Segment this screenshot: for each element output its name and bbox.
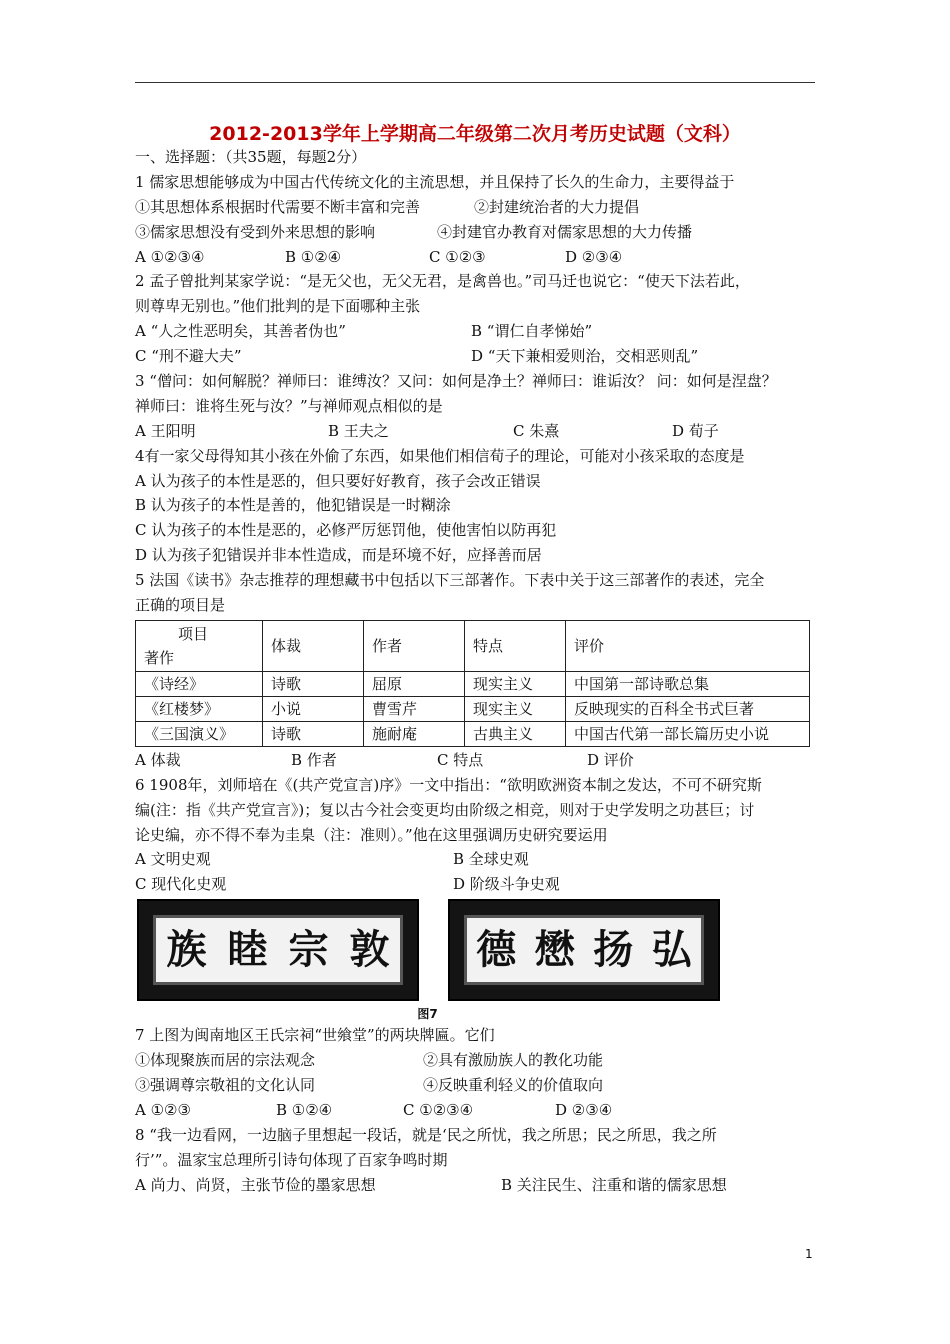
question-6-stem: 6 1908年，刘师培在《(共产党宣言)序》一文中指出：“欲明欧洲资本制之发达，不可不研究斯 [135,775,762,794]
option-b: B ①②④ [285,247,342,266]
option-d: D 认为孩子犯错误并非本性造成，而是环境不好，应择善而居 [135,546,542,565]
question-3-stem-cont: 禅师曰：谁将生死与汝？”与禅师观点相似的是 [135,396,443,415]
header-work: 著作 [144,648,175,667]
statement: ②封建统治者的大力提倡 [474,197,640,216]
question-1-statements-row2 [135,220,815,245]
option-a: A 认为孩子的本性是恶的，但只要好好教育，孩子会改正错误 [135,471,541,490]
option-c: C 朱熹 [513,421,560,440]
question-6-options-row2 [135,872,815,897]
cell-evaluation: 中国古代第一部长篇历史小说 [566,721,810,746]
header-item: 项目 [178,624,209,643]
option-b: B 认为孩子的本性是善的，他犯错误是一时糊涂 [135,496,451,515]
option-c: C 特点 [437,750,484,769]
option-a: A 文明史观 [135,850,211,869]
option-b: B 关注民生、注重和谐的儒家思想 [501,1175,727,1194]
table-row [136,721,810,746]
exam-content [135,145,815,1198]
table-row [136,696,810,721]
option-b: B 王夫之 [328,421,389,440]
plaque-char: 懋 [534,926,575,974]
option-d: D “天下兼相爱则治，交相恶则乱” [471,347,699,366]
plaque-char: 弘 [651,926,692,974]
question-5-stem-cont: 正确的项目是 [135,596,226,615]
question-3-stem: 3 “僧问：如何解脱？禅师曰：谁缚汝？又问：如何是净土？禅师曰：谁诟汝？ 问：如何是涅盘？ [135,372,777,391]
cell-work: 《三国演义》 [136,721,263,746]
option-b: B ①②④ [276,1100,333,1119]
section-heading: 一、选择题：（共35题，每题2分） [135,148,367,166]
statement: ①体现聚族而居的宗法观念 [135,1051,316,1070]
option-b: B 全球史观 [453,850,529,869]
cell-author: 屈原 [364,671,465,696]
cell-feature: 古典主义 [465,721,566,746]
plaque-left [137,899,419,1001]
header-rule [135,82,815,83]
statement: ④封建官办教育对儒家思想的大力传播 [437,222,693,241]
cell-author: 施耐庵 [364,721,465,746]
question-6-stem-cont: 编(注：指《共产党宣言》)；复以古今社会变更均由阶级之相竞，则对于史学发明之功甚巨；讨 [135,800,755,819]
option-c: C “刑不避大夫” [135,347,242,366]
question-6-options-row1 [135,847,815,872]
option-d: D 阶级斗争史观 [453,875,560,894]
option-a: A “人之性恶明矣，其善者伪也” [135,322,346,341]
cell-evaluation: 中国第一部诗歌总集 [566,671,810,696]
cell-feature: 现实主义 [465,696,566,721]
question-1-options [135,245,815,270]
cell-evaluation: 反映现实的百科全书式巨著 [566,696,810,721]
plaque-char: 宗 [288,926,329,974]
plaque-char: 扬 [593,926,634,974]
cell-author: 曹雪芹 [364,696,465,721]
question-7-options [135,1098,815,1123]
plaque-char: 德 [476,926,517,974]
statement: ④反映重利轻义的价值取向 [423,1076,604,1095]
question-8-stem-cont: 行’”。温家宝总理所引诗句体现了百家争鸣时期 [135,1150,448,1169]
question-2-options-row2 [135,344,815,369]
plaque-char: 族 [166,926,207,974]
question-7-statements-row1 [135,1048,815,1073]
option-a: A 尚力、尚贤，主张节俭的墨家思想 [135,1175,376,1194]
question-5-stem: 5 法国《读书》杂志推荐的理想藏书中包括以下三部著作。下表中关于这三部著作的表述，完全 [135,571,765,590]
statement: ①其思想体系根据时代需要不断丰富和完善 [135,197,421,216]
question-8-stem: 8 “我一边看网，一边脑子里想起一段话，就是‘民之所忧，我之所思；民之所思，我之所 [135,1125,717,1144]
figure-plaques [135,897,815,1005]
question-4-stem: 4有一家父母得知其小孩在外偷了东西，如果他们相信荀子的理论，可能对小孩采取的态度是 [135,446,745,465]
question-8-options-row1 [135,1173,815,1198]
option-c: C 认为孩子的本性是恶的，必修严厉惩罚他，使他害怕以防再犯 [135,521,557,540]
header-evaluation: 评价 [566,620,810,671]
question-2-options-row1 [135,319,815,344]
option-c: C ①②③④ [403,1100,474,1119]
statement: ②具有激励族人的教化功能 [423,1051,604,1070]
cell-feature: 现实主义 [465,671,566,696]
question-5-options [135,748,815,773]
question-7-stem: 7 上图为闽南地区王氏宗祠“世飨堂”的两块牌匾。它们 [135,1026,495,1045]
option-c: C 现代化史观 [135,875,227,894]
option-a: A ①②③ [135,1100,191,1119]
option-a: A 王阳明 [135,421,196,440]
plaque-char: 敦 [349,926,390,974]
cell-genre: 诗歌 [263,721,364,746]
option-a: A 体裁 [135,750,181,769]
option-d: D 荀子 [672,421,719,440]
cell-genre: 诗歌 [263,671,364,696]
page-number: 1 [805,1247,813,1261]
option-a: A ①②③④ [135,247,205,266]
page-title: 2012-2013学年上学期高二年级第二次月考历史试题（文科） [209,123,741,145]
option-b: B 作者 [291,750,337,769]
statement: ③强调尊宗敬祖的文化认同 [135,1076,316,1095]
statement: ③儒家思想没有受到外来思想的影响 [135,222,376,241]
option-d: D ②③④ [565,247,623,266]
question-2-stem-cont: 则尊卑无别也。”他们批判的是下面哪种主张 [135,297,421,316]
header-author: 作者 [364,620,465,671]
question-6-stem-cont: 论史编，亦不得不奉为圭臬（注：准则）。”他在这里强调历史研究要运用 [135,825,608,844]
question-1-statements-row1 [135,195,815,220]
option-c: C ①②③ [429,247,486,266]
cell-work: 《诗经》 [136,671,263,696]
cell-work: 《红楼梦》 [136,696,263,721]
question-1-stem: 1 儒家思想能够成为中国古代传统文化的主流思想，并且保持了长久的生命力，主要得益于 [135,172,735,191]
question-3-options [135,419,815,444]
header-feature: 特点 [465,620,566,671]
option-d: D 评价 [587,750,634,769]
plaque-right [448,899,720,1001]
header-genre: 体裁 [263,620,364,671]
figure-caption: 图7 [417,1007,438,1022]
table-row [136,671,810,696]
works-table [135,620,810,747]
header-diagonal-cell [136,620,263,671]
question-2-stem: 2 孟子曾批判某家学说：“是无父也，无父无君，是禽兽也。”司马迁也说它：“使天下法若此， [135,272,750,291]
question-7-statements-row2 [135,1073,815,1098]
plaque-char: 睦 [227,926,268,974]
option-b: B “谓仁自孝悌始” [471,322,593,341]
table-header-row [136,620,810,671]
option-d: D ②③④ [555,1100,613,1119]
cell-genre: 小说 [263,696,364,721]
